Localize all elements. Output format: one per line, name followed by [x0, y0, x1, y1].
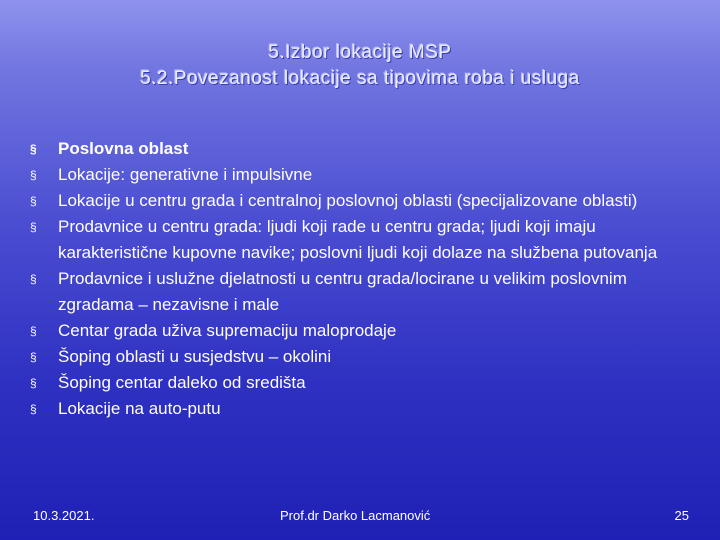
title-line-2: 5.2.Povezanost lokacije sa tipovima roba i usluga [140, 68, 580, 89]
list-item [30, 318, 700, 344]
list-item [30, 136, 700, 162]
bullet-icon: § [30, 220, 37, 234]
bullet-icon: § [30, 142, 37, 156]
list-item-text: Prodavnice u centru grada: ljudi koji rade u centru grada; ljudi koji imaju karakteristične kupovne navike; poslovni ljudi koji dolaze na službena putovanja [58, 217, 658, 262]
bullet-icon: § [30, 324, 37, 338]
list-item [30, 396, 700, 422]
bullet-icon: § [30, 376, 37, 390]
list-item-text: Šoping oblasti u susjedstvu – okolini [58, 347, 332, 366]
list-item [30, 214, 700, 266]
footer-date: 10.3.2021. [33, 508, 95, 523]
list-item [30, 266, 700, 318]
bullet-icon: § [30, 350, 37, 364]
list-item [30, 370, 700, 396]
list-item [30, 162, 700, 188]
list-item [30, 344, 700, 370]
bullet-icon: § [30, 402, 37, 416]
bullet-icon: § [30, 272, 37, 286]
list-item-text: Lokacije: generativne i impulsivne [58, 165, 313, 184]
bullet-icon: § [30, 194, 37, 208]
list-item [30, 188, 700, 214]
bullet-icon: § [30, 168, 37, 182]
slide-footer [0, 508, 720, 528]
list-item-text: Poslovna oblast [58, 139, 189, 158]
page-number: 25 [674, 508, 689, 523]
list-item-text: Centar grada uživa supremaciju maloprodaje [58, 321, 397, 340]
slide-title [0, 40, 720, 92]
bullet-list [30, 136, 700, 422]
list-item-text: Prodavnice i uslužne djelatnosti u centru grada/locirane u velikim poslovnim zgradama – nezavisne i male [58, 269, 627, 314]
title-line-1: 5.Izbor lokacije MSP [268, 42, 452, 63]
footer-author: Prof.dr Darko Lacmanović [280, 508, 431, 523]
list-item-text: Šoping centar daleko od središta [58, 373, 306, 392]
list-item-text: Lokacije na auto-putu [58, 399, 221, 418]
list-item-text: Lokacije u centru grada i centralnoj poslovnoj oblasti (specijalizovane oblasti) [58, 191, 638, 210]
